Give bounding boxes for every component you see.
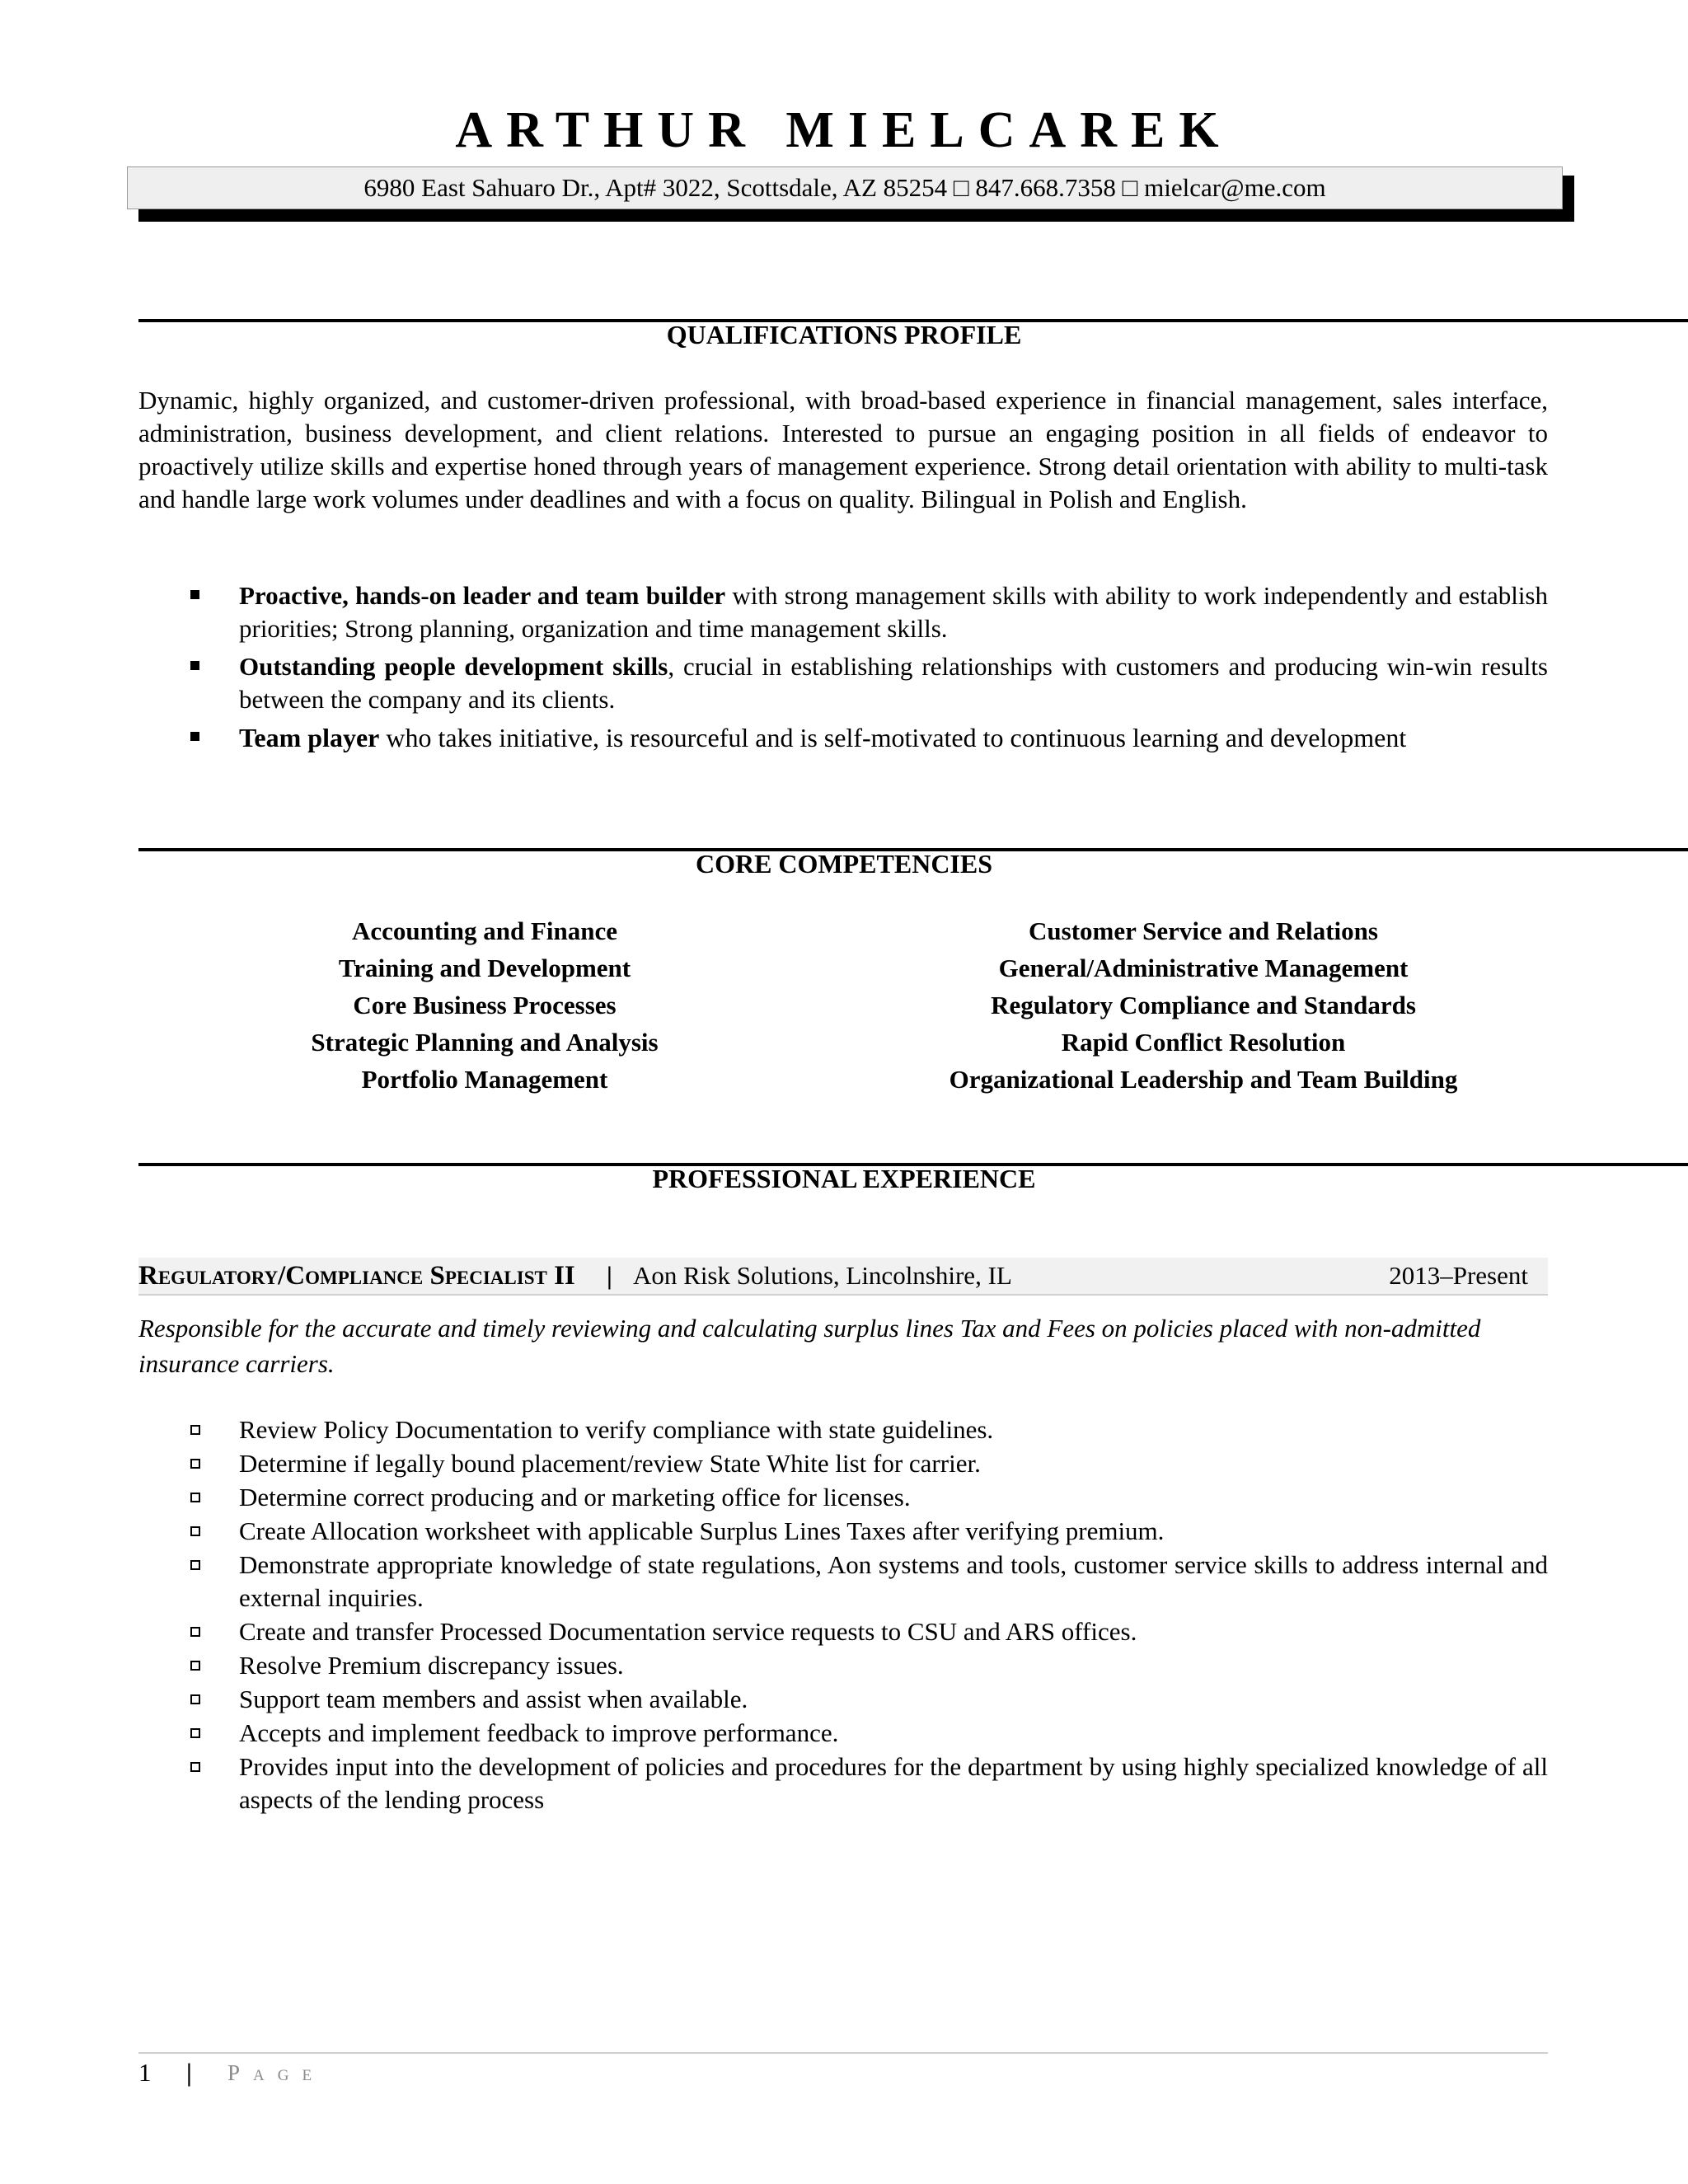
duty-text: Accepts and implement feedback to improve performance. bbox=[239, 1718, 839, 1747]
hollow-square-bullet-icon bbox=[190, 1661, 200, 1671]
list-item bbox=[138, 579, 1548, 645]
competency-item: Organizational Leadership and Team Building bbox=[949, 1065, 1458, 1094]
footer-separator: | bbox=[186, 2058, 192, 2087]
bullet-highlight: Outstanding people development skills bbox=[239, 652, 668, 681]
bullet-text: , crucial in establishing relationships with customers and producing win-win results between the company and its clients. bbox=[239, 652, 1548, 714]
square-bullet-icon bbox=[190, 590, 199, 599]
bullet-highlight: Proactive, hands-on leader and team builder bbox=[239, 581, 726, 610]
job-company: Aon Risk Solutions, Lincolnshire, IL bbox=[633, 1261, 1012, 1290]
square-bullet-icon bbox=[190, 661, 199, 670]
duty-text: Create and transfer Processed Documentation service requests to CSU and ARS offices. bbox=[239, 1617, 1137, 1646]
competency-item: Customer Service and Relations bbox=[1029, 916, 1378, 945]
qualifications-heading: QUALIFICATIONS PROFILE bbox=[666, 320, 1022, 349]
list-item bbox=[138, 1717, 1548, 1750]
duty-text: Determine correct producing and or marketing office for licenses. bbox=[239, 1483, 911, 1511]
footer-rule bbox=[138, 2052, 1548, 2054]
list-item bbox=[138, 1750, 1548, 1816]
competencies-heading: CORE COMPETENCIES bbox=[695, 849, 993, 879]
job-title: Regulatory/Compliance Specialist II bbox=[138, 1261, 575, 1291]
list-item bbox=[138, 1515, 1548, 1548]
list-item bbox=[138, 1615, 1548, 1648]
page-label: Page bbox=[227, 2060, 326, 2085]
list-item bbox=[138, 1447, 1548, 1480]
list-item bbox=[138, 721, 1548, 754]
hollow-square-bullet-icon bbox=[190, 1526, 200, 1536]
duty-text: Demonstrate appropriate knowledge of state regulations, Aon systems and tools, customer service skills to address internal and external inquiries. bbox=[239, 1550, 1548, 1612]
hollow-square-bullet-icon bbox=[190, 1728, 200, 1738]
hollow-square-bullet-icon bbox=[190, 1459, 200, 1469]
competency-item: Training and Development bbox=[338, 954, 631, 982]
job-summary: Responsible for the accurate and timely reviewing and calculating surplus lines Tax and Fees on policies placed with non-admitted insurance carriers. bbox=[138, 1314, 1481, 1378]
duty-text: Determine if legally bound placement/review State White list for carrier. bbox=[239, 1449, 981, 1478]
hollow-square-bullet-icon bbox=[190, 1425, 200, 1435]
job-duties-list bbox=[138, 1413, 1548, 1816]
competency-item: Portfolio Management bbox=[361, 1065, 608, 1094]
page-number: 1 bbox=[138, 2058, 152, 2087]
competencies-right-column bbox=[874, 912, 1533, 1098]
square-bullet-icon bbox=[190, 732, 199, 741]
job-header bbox=[138, 1258, 1548, 1296]
hollow-square-bullet-icon bbox=[190, 1627, 200, 1637]
competency-item: General/Administrative Management bbox=[998, 954, 1409, 982]
bullet-highlight: Team player bbox=[239, 723, 380, 752]
hollow-square-bullet-icon bbox=[190, 1493, 200, 1502]
list-item bbox=[138, 1649, 1548, 1682]
bullet-text: with strong management skills with ability to work independently and establish priorities; Strong planning, organization and time management skills. bbox=[239, 581, 1548, 643]
competencies-left-column bbox=[237, 912, 732, 1098]
competency-item: Strategic Planning and Analysis bbox=[311, 1028, 659, 1057]
list-item bbox=[138, 1413, 1548, 1446]
duty-text: Review Policy Documentation to verify compliance with state guidelines. bbox=[239, 1415, 994, 1444]
bullet-text: who takes initiative, is resourceful and is self-motivated to continuous learning and development bbox=[379, 723, 1407, 752]
list-item bbox=[138, 650, 1548, 716]
duty-text: Resolve Premium discrepancy issues. bbox=[239, 1651, 624, 1680]
job-dates: 2013–Present bbox=[1389, 1261, 1528, 1290]
duty-text: Provides input into the development of policies and procedures for the department by using highly specialized knowledge of all aspects of the lending process bbox=[239, 1752, 1548, 1814]
list-item bbox=[138, 1683, 1548, 1716]
hollow-square-bullet-icon bbox=[190, 1762, 200, 1772]
qualifications-list bbox=[138, 579, 1548, 759]
competency-item: Rapid Conflict Resolution bbox=[1061, 1028, 1346, 1057]
duty-text: Create Allocation worksheet with applicable Surplus Lines Taxes after verifying premium. bbox=[239, 1516, 1165, 1545]
contact-info: 6980 East Sahuaro Dr., Apt# 3022, Scottsdale, AZ 85254 □ 847.668.7358 □ mielcar@me.com bbox=[127, 166, 1563, 209]
list-item bbox=[138, 1481, 1548, 1514]
qualifications-summary: Dynamic, highly organized, and customer-driven professional, with broad-based experience in financial management, sales interface, administration, business development, and client relations. Interested to pursue an engaging position in all fields of endeavor to proactively utilize skills and expertise honed through years of management experience. Strong detail orientation with ability to multi-task and handle large work volumes under deadlines and with a focus on quality. Bilingual in Polish and English. bbox=[138, 386, 1548, 513]
job-separator: | bbox=[607, 1261, 612, 1290]
candidate-name: ARTHUR MIELCAREK bbox=[455, 102, 1233, 158]
competency-item: Regulatory Compliance and Standards bbox=[991, 991, 1416, 1019]
duty-text: Support team members and assist when available. bbox=[239, 1685, 748, 1713]
competency-item: Core Business Processes bbox=[353, 991, 617, 1019]
hollow-square-bullet-icon bbox=[190, 1560, 200, 1570]
hollow-square-bullet-icon bbox=[190, 1694, 200, 1704]
list-item bbox=[138, 1549, 1548, 1615]
experience-heading: PROFESSIONAL EXPERIENCE bbox=[652, 1164, 1036, 1193]
competency-item: Accounting and Finance bbox=[351, 916, 618, 945]
